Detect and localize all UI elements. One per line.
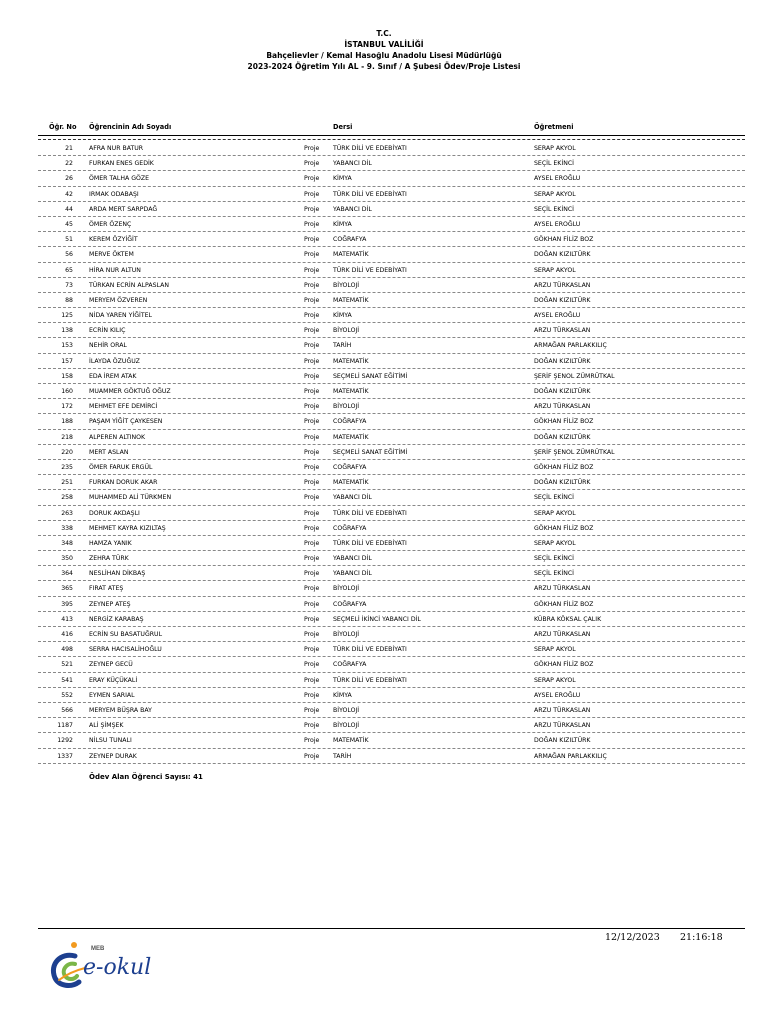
assignment-type: Proje	[304, 555, 320, 563]
teacher-name: KÜBRA KÖKSAL ÇALIK	[534, 615, 602, 623]
student-name: TÜRKAN ECRİN ALPASLAN	[89, 281, 169, 289]
table-row	[38, 171, 745, 186]
table-row	[38, 278, 745, 293]
assignment-type: Proje	[304, 327, 320, 335]
student-name: ZEHRA TÜRK	[89, 555, 129, 563]
teacher-name: DOĞAN KIZILTÜRK	[534, 737, 591, 745]
teacher-name: GÖKHAN FİLİZ BOZ	[534, 600, 594, 608]
teacher-name: SERAP AKYOL	[534, 509, 576, 517]
table-row	[38, 384, 745, 399]
teacher-name: ARZU TÜRKASLAN	[534, 327, 591, 335]
student-name: DORUK AKDAŞLI	[89, 509, 140, 517]
subject-name: COĞRAFYA	[333, 661, 367, 669]
student-number: 157	[61, 357, 73, 365]
student-number: 251	[61, 479, 73, 487]
subject-name: MATEMATİK	[333, 251, 369, 259]
table-row	[38, 688, 745, 703]
teacher-name: AYSEL EROĞLU	[534, 312, 581, 320]
teacher-name: ŞERİF ŞENOL ZÜMRÜTKAL	[534, 448, 615, 456]
student-name: FURKAN DORUK AKAR	[89, 479, 158, 487]
student-number: 1187	[57, 722, 73, 730]
student-number: 160	[61, 388, 73, 395]
teacher-name: GÖKHAN FİLİZ BOZ	[534, 463, 594, 471]
table-row	[38, 612, 745, 627]
student-name: FIRAT ATEŞ	[89, 585, 124, 593]
teacher-name: AYSEL EROĞLU	[534, 220, 581, 228]
subject-name: BİYOLOJİ	[333, 327, 360, 335]
subject-name: MATEMATİK	[333, 433, 369, 441]
assignment-type: Proje	[304, 145, 320, 152]
student-name: MERYEM BÜŞRA BAY	[89, 706, 152, 714]
table-row	[38, 217, 745, 232]
teacher-name: DOĞAN KIZILTÜRK	[534, 296, 591, 304]
student-number: 263	[61, 509, 73, 517]
assignment-type: Proje	[304, 706, 320, 714]
teacher-name: ARZU TÜRKASLAN	[534, 585, 591, 593]
subject-name: KİMYA	[333, 175, 352, 183]
subject-name: MATEMATİK	[333, 479, 369, 487]
student-name: ÖMER ÖZENÇ	[89, 220, 132, 228]
teacher-name: GÖKHAN FİLİZ BOZ	[534, 661, 594, 669]
table-row	[38, 369, 745, 384]
subject-name: YABANCI DİL	[333, 494, 372, 502]
student-count: Ödev Alan Öğrenci Sayısı: 41	[89, 773, 203, 781]
teacher-name: DOĞAN KIZILTÜRK	[534, 479, 591, 487]
column-header-teacher: Öğretmeni	[534, 123, 574, 131]
assignment-type: Proje	[304, 342, 320, 350]
student-name: PAŞAM YİĞİT ÇAYKESEN	[89, 418, 163, 426]
table-row	[38, 187, 745, 202]
teacher-name: DOĞAN KIZILTÜRK	[534, 388, 591, 395]
logo-meb-text: MEB	[91, 946, 105, 952]
assignment-type: Proje	[304, 615, 320, 623]
student-name: IRMAK ODABAŞI	[89, 190, 139, 198]
teacher-name: SERAP AKYOL	[534, 190, 576, 198]
assignment-type: Proje	[304, 676, 320, 684]
student-number: 125	[61, 312, 73, 320]
student-name: NİDA YAREN YİĞİTEL	[89, 312, 153, 320]
teacher-name: DOĞAN KIZILTÜRK	[534, 433, 591, 441]
subject-name: SEÇMELİ SANAT EĞİTİMİ	[333, 372, 408, 380]
teacher-name: GÖKHAN FİLİZ BOZ	[534, 236, 594, 244]
assignment-type: Proje	[304, 539, 320, 547]
assignment-type: Proje	[304, 190, 320, 198]
student-name: ALPEREN ALTINOK	[89, 433, 146, 441]
student-name: ÖMER FARUK ERGÜL	[89, 463, 153, 471]
table-row	[38, 141, 745, 156]
student-number: 413	[61, 615, 73, 623]
assignment-type: Proje	[304, 372, 320, 380]
table-row	[38, 414, 745, 429]
teacher-name: ARZU TÜRKASLAN	[534, 403, 591, 411]
subject-name: BİYOLOJİ	[333, 403, 360, 411]
assignment-type: Proje	[304, 357, 320, 365]
teacher-name: ARZU TÜRKASLAN	[534, 281, 591, 289]
table-row	[38, 733, 745, 748]
subject-name: MATEMATİK	[333, 737, 369, 745]
student-number: 56	[65, 251, 73, 259]
teacher-name: SEÇİL EKİNCİ	[534, 555, 574, 563]
assignment-type: Proje	[304, 463, 320, 471]
teacher-name: DOĞAN KIZILTÜRK	[534, 357, 591, 365]
assignment-type: Proje	[304, 646, 320, 654]
subject-name: TÜRK DİLİ VE EDEBİYATI	[333, 509, 407, 517]
table-row	[38, 430, 745, 445]
assignment-type: Proje	[304, 752, 320, 760]
subject-name: MATEMATİK	[333, 357, 369, 365]
student-number: 51	[65, 236, 73, 244]
table-row	[38, 202, 745, 217]
student-number: 26	[65, 175, 73, 183]
subject-name: COĞRAFYA	[333, 418, 367, 426]
subject-name: BİYOLOJİ	[333, 585, 360, 593]
assignment-type: Proje	[304, 600, 320, 608]
table-row	[38, 399, 745, 414]
header-rule	[38, 135, 745, 136]
table-row	[38, 293, 745, 308]
student-name: İLAYDA ÖZUĞUZ	[89, 357, 140, 365]
table-row	[38, 597, 745, 612]
teacher-name: DOĞAN KIZILTÜRK	[534, 251, 591, 259]
assignment-type: Proje	[304, 524, 320, 532]
student-number: 566	[61, 706, 73, 714]
student-number: 172	[61, 403, 73, 411]
student-name: ERAY KÜÇÜKALİ	[89, 676, 138, 684]
table-row	[38, 566, 745, 581]
header-line-governorship: İSTANBUL VALİLİĞİ	[344, 40, 424, 49]
assignment-type: Proje	[304, 722, 320, 730]
assignment-type: Proje	[304, 220, 320, 228]
student-name: ALİ ŞİMŞEK	[89, 722, 124, 730]
subject-name: TARİH	[333, 342, 352, 350]
student-number: 395	[61, 600, 73, 608]
table-row	[38, 338, 745, 353]
subject-name: COĞRAFYA	[333, 600, 367, 608]
table-row	[38, 460, 745, 475]
e-okul-logo	[45, 940, 160, 990]
subject-name: TÜRK DİLİ VE EDEBİYATI	[333, 266, 407, 274]
subject-name: TÜRK DİLİ VE EDEBİYATI	[333, 646, 407, 654]
e-okul-logo-icon	[45, 940, 160, 990]
assignment-type: Proje	[304, 312, 320, 320]
table-row	[38, 657, 745, 672]
assignment-type: Proje	[304, 448, 320, 456]
teacher-name: SEÇİL EKİNCİ	[534, 205, 574, 213]
assignment-type: Proje	[304, 281, 320, 289]
student-name: MERYEM ÖZVEREN	[89, 296, 148, 304]
assignment-type: Proje	[304, 236, 320, 244]
footer-rule	[38, 928, 745, 929]
table-row	[38, 263, 745, 278]
student-number: 350	[61, 555, 73, 563]
subject-name: YABANCI DİL	[333, 205, 372, 213]
student-number: 416	[61, 631, 73, 638]
student-number: 338	[61, 524, 73, 532]
header-dashed-rule	[38, 139, 745, 140]
assignment-type: Proje	[304, 205, 320, 213]
student-name: NEHİR ORAL	[89, 342, 127, 350]
student-name: ARDA MERT SARPDAĞ	[89, 205, 158, 213]
student-number: 521	[61, 661, 73, 669]
student-number: 42	[65, 190, 73, 198]
student-number: 365	[61, 585, 73, 593]
teacher-name: AYSEL EROĞLU	[534, 691, 581, 699]
subject-name: MATEMATİK	[333, 296, 369, 304]
subject-name: BİYOLOJİ	[333, 706, 360, 714]
assignment-type: Proje	[304, 266, 320, 274]
student-name: AFRA NUR BATUR	[89, 145, 144, 152]
assignment-type: Proje	[304, 160, 320, 168]
subject-name: BİYOLOJİ	[333, 631, 360, 638]
subject-name: SEÇMELİ SANAT EĞİTİMİ	[333, 448, 408, 456]
student-number: 153	[61, 342, 73, 350]
assignment-type: Proje	[304, 251, 320, 259]
student-name: MUAMMER GÖKTUĞ OĞUZ	[89, 388, 171, 395]
student-name: EDA İREM ATAK	[89, 372, 137, 380]
student-number: 22	[65, 160, 73, 168]
teacher-name: SEÇİL EKİNCİ	[534, 494, 574, 502]
table-row	[38, 323, 745, 338]
student-number: 158	[61, 372, 73, 380]
subject-name: SEÇMELİ İKİNCİ YABANCI DİL	[333, 615, 421, 623]
student-number: 348	[61, 539, 73, 547]
table-row	[38, 581, 745, 596]
header-line-list-title: 2023-2024 Öğretim Yılı AL - 9. Sınıf / A Şubesi Ödev/Proje Listesi	[247, 62, 521, 71]
assignment-type: Proje	[304, 631, 320, 638]
teacher-name: SERAP AKYOL	[534, 539, 576, 547]
assignment-type: Proje	[304, 388, 320, 395]
student-name: HİRA NUR ALTUN	[89, 266, 141, 274]
student-table	[38, 141, 745, 764]
table-row	[38, 232, 745, 247]
subject-name: YABANCI DİL	[333, 160, 372, 168]
student-name: NİLSU TUNALI	[89, 737, 132, 745]
subject-name: COĞRAFYA	[333, 524, 367, 532]
table-row	[38, 506, 745, 521]
student-name: ÖMER TALHA GÖZE	[89, 175, 150, 183]
student-number: 88	[65, 296, 73, 304]
assignment-type: Proje	[304, 175, 320, 183]
assignment-type: Proje	[304, 433, 320, 441]
teacher-name: ARZU TÜRKASLAN	[534, 631, 591, 638]
assignment-type: Proje	[304, 494, 320, 502]
assignment-type: Proje	[304, 479, 320, 487]
teacher-name: SEÇİL EKİNCİ	[534, 160, 574, 168]
student-name: ZEYNEP DURAK	[89, 752, 137, 760]
student-number: 1337	[57, 752, 73, 760]
assignment-type: Proje	[304, 509, 320, 517]
student-name: MUHAMMED ALİ TÜRKMEN	[89, 494, 172, 502]
student-number: 1292	[57, 737, 73, 745]
student-name: EYMEN SARIAL	[89, 691, 135, 699]
table-row	[38, 156, 745, 171]
teacher-name: SEÇİL EKİNCİ	[534, 570, 574, 578]
student-number: 220	[61, 448, 73, 456]
student-number: 498	[61, 646, 73, 654]
column-header-subject: Dersi	[333, 123, 353, 131]
table-row	[38, 673, 745, 688]
teacher-name: SERAP AKYOL	[534, 646, 576, 654]
assignment-type: Proje	[304, 296, 320, 304]
subject-name: MATEMATİK	[333, 388, 369, 395]
assignment-type: Proje	[304, 691, 320, 699]
teacher-name: ARMAĞAN PARLAKKILIÇ	[534, 752, 607, 760]
assignment-type: Proje	[304, 661, 320, 669]
student-name: ZEYNEP GECÜ	[89, 661, 133, 669]
header-line-tc: T.C.	[376, 29, 392, 38]
subject-name: TÜRK DİLİ VE EDEBİYATI	[333, 539, 407, 547]
assignment-type: Proje	[304, 418, 320, 426]
student-number: 552	[61, 691, 73, 699]
teacher-name: ŞERİF ŞENOL ZÜMRÜTKAL	[534, 372, 615, 380]
student-number: 44	[65, 205, 73, 213]
assignment-type: Proje	[304, 570, 320, 578]
student-number: 541	[61, 676, 73, 684]
subject-name: KİMYA	[333, 220, 352, 228]
table-row	[38, 475, 745, 490]
student-number: 65	[65, 266, 73, 274]
table-row	[38, 627, 745, 642]
logo-eokul-text: e-okul	[83, 955, 152, 980]
table-row	[38, 718, 745, 733]
student-name: FURKAN ENES GEDİK	[89, 160, 154, 168]
subject-name: KİMYA	[333, 691, 352, 699]
teacher-name: GÖKHAN FİLİZ BOZ	[534, 524, 594, 532]
student-name: MERT ASLAN	[89, 448, 129, 456]
table-row	[38, 749, 745, 764]
subject-name: KİMYA	[333, 312, 352, 320]
column-header-name: Öğrencinin Adı Soyadı	[89, 123, 172, 131]
teacher-name: ARMAĞAN PARLAKKILIÇ	[534, 342, 607, 350]
student-number: 364	[61, 570, 73, 578]
student-name: MERVE ÖKTEM	[89, 251, 134, 259]
subject-name: YABANCI DİL	[333, 555, 372, 563]
print-time: 21:16:18	[680, 932, 723, 943]
student-name: NERGİZ KARABAŞ	[89, 615, 144, 623]
student-name: ECRİN KILIÇ	[89, 327, 126, 335]
table-row	[38, 445, 745, 460]
student-number: 21	[65, 145, 73, 152]
student-name: MEHMET KAYRA KIZILTAŞ	[89, 524, 166, 532]
table-row	[38, 354, 745, 369]
student-name: ZEYNEP ATEŞ	[89, 600, 131, 608]
student-number: 218	[61, 433, 73, 441]
student-number: 45	[65, 220, 73, 228]
teacher-name: SERAP AKYOL	[534, 676, 576, 684]
subject-name: COĞRAFYA	[333, 236, 367, 244]
student-name: ECRİN SU BASATUĞRUL	[89, 631, 163, 638]
table-row	[38, 703, 745, 718]
table-row	[38, 642, 745, 657]
table-row	[38, 308, 745, 323]
column-header-no: Öğr. No	[49, 123, 77, 131]
teacher-name: ARZU TÜRKASLAN	[534, 706, 591, 714]
header-line-school: Bahçelievler / Kemal Hasoğlu Anadolu Lisesi Müdürlüğü	[266, 51, 502, 60]
assignment-type: Proje	[304, 585, 320, 593]
student-name: NESLİHAN DİKBAŞ	[89, 570, 146, 578]
subject-name: TÜRK DİLİ VE EDEBİYATI	[333, 676, 407, 684]
subject-name: TÜRK DİLİ VE EDEBİYATI	[333, 145, 407, 152]
subject-name: YABANCI DİL	[333, 570, 372, 578]
teacher-name: GÖKHAN FİLİZ BOZ	[534, 418, 594, 426]
student-name: MEHMET EFE DEMİRCİ	[89, 403, 158, 411]
table-row	[38, 490, 745, 505]
student-name: SERRA HACISALİHOĞLU	[89, 646, 162, 654]
teacher-name: AYSEL EROĞLU	[534, 175, 581, 183]
subject-name: COĞRAFYA	[333, 463, 367, 471]
student-number: 138	[61, 327, 73, 335]
table-row	[38, 521, 745, 536]
subject-name: TARİH	[333, 752, 352, 760]
table-row	[38, 247, 745, 262]
student-number: 188	[61, 418, 73, 426]
student-number: 73	[65, 281, 73, 289]
table-row	[38, 551, 745, 566]
subject-name: TÜRK DİLİ VE EDEBİYATI	[333, 190, 407, 198]
teacher-name: ARZU TÜRKASLAN	[534, 722, 591, 730]
assignment-type: Proje	[304, 737, 320, 745]
table-row	[38, 536, 745, 551]
subject-name: BİYOLOJİ	[333, 281, 360, 289]
print-date: 12/12/2023	[605, 932, 660, 943]
student-number: 235	[61, 463, 73, 471]
student-name: HAMZA YANIK	[89, 539, 132, 547]
student-number: 258	[61, 494, 73, 502]
subject-name: BİYOLOJİ	[333, 722, 360, 730]
teacher-name: SERAP AKYOL	[534, 266, 576, 274]
teacher-name: SERAP AKYOL	[534, 145, 576, 152]
student-name: KEREM ÖZYİĞİT	[89, 236, 138, 244]
assignment-type: Proje	[304, 403, 320, 411]
